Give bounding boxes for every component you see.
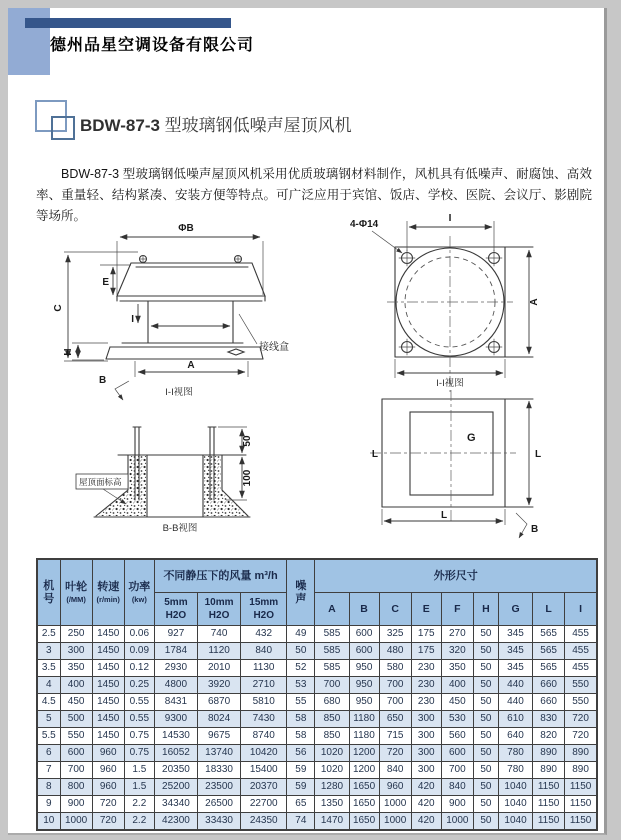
- table-cell: 4: [37, 677, 60, 694]
- table-cell: 20350: [154, 762, 197, 779]
- table-cell: 1000: [379, 796, 411, 813]
- table-cell: 4800: [154, 677, 197, 694]
- table-cell: 6870: [198, 694, 241, 711]
- table-cell: 960: [92, 762, 124, 779]
- dim-label-g: G: [467, 432, 476, 444]
- table-cell: 50: [473, 694, 498, 711]
- table-cell: 26500: [198, 796, 241, 813]
- table-cell: 850: [315, 711, 349, 728]
- table-cell: 550: [60, 728, 92, 745]
- table-cell: 2.5: [37, 626, 60, 643]
- table-cell: 780: [498, 762, 532, 779]
- table-cell: 59: [287, 762, 315, 779]
- product-description: BDW-87-3 型玻璃钢低噪声屋顶风机采用优质玻璃钢材料制作，风机具有低噪声、耐腐蚀、高效率、重量轻、结构紧凑、安装方便等特点。可广泛应用于宾馆、饭店、学校、医院、会议厅、影剧院等场所。: [36, 166, 592, 223]
- table-row: [37, 813, 597, 831]
- table-cell: 1450: [92, 711, 124, 728]
- table-cell: 720: [565, 728, 597, 745]
- table-cell: 8024: [198, 711, 241, 728]
- table-cell: 350: [441, 660, 473, 677]
- table-cell: 890: [533, 745, 565, 762]
- table-cell: 420: [411, 779, 441, 796]
- table-cell: 5: [37, 711, 60, 728]
- table-row: [37, 694, 597, 711]
- dim-label-e: E: [102, 277, 109, 288]
- table-cell: 1784: [154, 643, 197, 660]
- table-cell: 455: [565, 643, 597, 660]
- table-cell: 230: [411, 677, 441, 694]
- section-label-b-plan: B: [531, 524, 539, 535]
- col-header-dim-f: F: [441, 593, 473, 626]
- table-cell: 300: [411, 745, 441, 762]
- table-cell: 34340: [154, 796, 197, 813]
- table-cell: 700: [315, 677, 349, 694]
- table-cell: 1150: [565, 779, 597, 796]
- table-cell: 58: [287, 728, 315, 745]
- table-cell: 18330: [198, 762, 241, 779]
- table-cell: 56: [287, 745, 315, 762]
- table-cell: 1450: [92, 694, 124, 711]
- table-cell: 0.06: [124, 626, 154, 643]
- dim-label-h: H: [63, 348, 74, 356]
- table-cell: 650: [379, 711, 411, 728]
- table-cell: 1.5: [124, 762, 154, 779]
- table-cell: 720: [565, 711, 597, 728]
- table-cell: 230: [411, 694, 441, 711]
- table-cell: 450: [60, 694, 92, 711]
- dim-label-a: A: [187, 360, 195, 371]
- table-cell: 50: [473, 779, 498, 796]
- table-cell: 20370: [241, 779, 287, 796]
- table-cell: 720: [92, 796, 124, 813]
- table-cell: 50: [473, 728, 498, 745]
- mount-view-caption: B-B视图: [162, 523, 198, 534]
- table-cell: 780: [498, 745, 532, 762]
- table-cell: 50: [473, 660, 498, 677]
- side-view-caption: I-I视图: [165, 387, 193, 398]
- col-header-power: 功率 (kw): [124, 559, 154, 626]
- table-cell: 2.2: [124, 796, 154, 813]
- table-row: [37, 626, 597, 643]
- col-header-dim-g: G: [498, 593, 532, 626]
- table-cell: 1040: [498, 779, 532, 796]
- table-cell: 1180: [349, 728, 379, 745]
- dim-label-l-bottom: L: [440, 510, 448, 521]
- table-cell: 720: [379, 745, 411, 762]
- table-cell: 840: [241, 643, 287, 660]
- page-title: [80, 111, 352, 136]
- table-cell: 50: [473, 796, 498, 813]
- table-cell: 960: [379, 779, 411, 796]
- col-header-machine-no: 机 号: [37, 559, 60, 626]
- table-cell: 900: [60, 796, 92, 813]
- table-cell: 5810: [241, 694, 287, 711]
- table-cell: 74: [287, 813, 315, 831]
- roof-level-label: 屋顶面标高: [79, 477, 122, 487]
- table-cell: 50: [473, 745, 498, 762]
- table-row: [37, 796, 597, 813]
- product-model: BDW-87-3: [80, 116, 160, 135]
- table-cell: 350: [60, 660, 92, 677]
- table-cell: 55: [287, 694, 315, 711]
- table-cell: 4.5: [37, 694, 60, 711]
- table-cell: 400: [441, 677, 473, 694]
- table-cell: 50: [473, 813, 498, 831]
- table-cell: 550: [565, 677, 597, 694]
- table-cell: 59: [287, 779, 315, 796]
- table-cell: 400: [60, 677, 92, 694]
- document-page: [8, 8, 607, 835]
- col-header-dim-l: L: [533, 593, 565, 626]
- table-cell: 1150: [533, 779, 565, 796]
- table-cell: 1650: [349, 796, 379, 813]
- plan-view-drawing: [370, 390, 541, 538]
- table-cell: 10420: [241, 745, 287, 762]
- table-cell: 420: [411, 796, 441, 813]
- table-cell: 1180: [349, 711, 379, 728]
- table-cell: 42300: [154, 813, 197, 831]
- table-cell: 530: [441, 711, 473, 728]
- table-cell: 7: [37, 762, 60, 779]
- table-cell: 550: [565, 694, 597, 711]
- company-name: 德州品星空调设备有限公司: [50, 37, 255, 54]
- dim-label-l-left: L: [371, 449, 378, 460]
- col-header-airflow-15mm: 15mm H2O: [241, 593, 287, 626]
- col-header-airflow-group: 不同静压下的风量 m³/h: [154, 559, 286, 593]
- table-cell: 890: [565, 762, 597, 779]
- side-view-drawing: [53, 223, 289, 400]
- table-cell: 0.55: [124, 711, 154, 728]
- table-cell: 2710: [241, 677, 287, 694]
- dim-label-100: 100: [242, 469, 253, 487]
- table-cell: 420: [411, 813, 441, 831]
- table-row: [37, 745, 597, 762]
- table-cell: 50: [473, 626, 498, 643]
- table-cell: 1200: [349, 745, 379, 762]
- table-cell: 585: [315, 626, 349, 643]
- col-header-airflow-5mm: 5mm H2O: [154, 593, 197, 626]
- table-cell: 6: [37, 745, 60, 762]
- table-cell: 660: [533, 677, 565, 694]
- table-cell: 890: [565, 745, 597, 762]
- table-cell: 740: [198, 626, 241, 643]
- table-cell: 24350: [241, 813, 287, 831]
- junction-box-label: 接线盒: [259, 342, 289, 353]
- table-cell: 1150: [533, 813, 565, 831]
- table-cell: 175: [411, 643, 441, 660]
- table-cell: 700: [379, 694, 411, 711]
- table-cell: 2930: [154, 660, 197, 677]
- table-cell: 927: [154, 626, 197, 643]
- table-row: [37, 762, 597, 779]
- col-header-dim-a: A: [315, 593, 349, 626]
- table-cell: 49: [287, 626, 315, 643]
- table-cell: 560: [441, 728, 473, 745]
- table-cell: 8431: [154, 694, 197, 711]
- section-label-b: B: [99, 375, 107, 386]
- table-cell: 1.5: [124, 779, 154, 796]
- table-cell: 1450: [92, 660, 124, 677]
- table-cell: 8740: [241, 728, 287, 745]
- table-row: [37, 660, 597, 677]
- table-cell: 175: [411, 626, 441, 643]
- table-cell: 600: [349, 643, 379, 660]
- table-cell: 230: [411, 660, 441, 677]
- table-cell: 13740: [198, 745, 241, 762]
- table-cell: 450: [441, 694, 473, 711]
- col-header-dim-e: E: [411, 593, 441, 626]
- table-cell: 1450: [92, 677, 124, 694]
- table-cell: 1450: [92, 626, 124, 643]
- table-cell: 960: [92, 779, 124, 796]
- table-cell: 850: [315, 728, 349, 745]
- table-cell: 8: [37, 779, 60, 796]
- table-cell: 0.75: [124, 745, 154, 762]
- col-header-dims-group: 外形尺寸: [315, 559, 597, 593]
- table-cell: 1000: [441, 813, 473, 831]
- table-cell: 950: [349, 660, 379, 677]
- table-cell: 1120: [198, 643, 241, 660]
- table-cell: 25200: [154, 779, 197, 796]
- table-cell: 1470: [315, 813, 349, 831]
- table-cell: 3.5: [37, 660, 60, 677]
- table-cell: 2.2: [124, 813, 154, 831]
- table-cell: 1000: [60, 813, 92, 831]
- table-cell: 565: [533, 626, 565, 643]
- table-cell: 565: [533, 660, 565, 677]
- table-row: [37, 643, 597, 660]
- col-header-impeller: 叶轮 (/MM): [60, 559, 92, 626]
- table-cell: 440: [498, 694, 532, 711]
- table-cell: 455: [565, 660, 597, 677]
- table-cell: 1280: [315, 779, 349, 796]
- technical-drawing: [40, 205, 600, 550]
- table-cell: 640: [498, 728, 532, 745]
- table-cell: 600: [60, 745, 92, 762]
- table-cell: 22700: [241, 796, 287, 813]
- header-accent-bar: [25, 18, 231, 28]
- table-cell: 1130: [241, 660, 287, 677]
- table-cell: 50: [473, 711, 498, 728]
- table-cell: 600: [441, 745, 473, 762]
- table-cell: 16052: [154, 745, 197, 762]
- table-cell: 0.75: [124, 728, 154, 745]
- table-cell: 1040: [498, 796, 532, 813]
- table-cell: 50: [473, 762, 498, 779]
- table-cell: 700: [441, 762, 473, 779]
- dim-label-phi-b: ΦB: [178, 223, 194, 234]
- table-cell: 9: [37, 796, 60, 813]
- table-cell: 300: [411, 711, 441, 728]
- table-cell: 840: [441, 779, 473, 796]
- table-row: [37, 728, 597, 745]
- table-cell: 1000: [379, 813, 411, 831]
- table-cell: 500: [60, 711, 92, 728]
- table-cell: 300: [411, 728, 441, 745]
- col-header-dim-i: I: [565, 593, 597, 626]
- table-cell: 0.55: [124, 694, 154, 711]
- table-cell: 300: [60, 643, 92, 660]
- dim-label-i-flange: I: [448, 213, 452, 224]
- table-cell: 58: [287, 711, 315, 728]
- table-cell: 1150: [565, 813, 597, 831]
- spec-table-body: [37, 626, 597, 831]
- dim-label-a-flange: A: [529, 298, 540, 306]
- table-cell: 680: [315, 694, 349, 711]
- table-cell: 800: [60, 779, 92, 796]
- table-cell: 1450: [92, 728, 124, 745]
- col-header-dim-h: H: [473, 593, 498, 626]
- table-cell: 715: [379, 728, 411, 745]
- table-cell: 960: [92, 745, 124, 762]
- flange-view-caption: I-I视图: [436, 378, 464, 389]
- table-cell: 345: [498, 643, 532, 660]
- table-cell: 1650: [349, 813, 379, 831]
- table-cell: 0.12: [124, 660, 154, 677]
- table-cell: 1350: [315, 796, 349, 813]
- table-cell: 950: [349, 677, 379, 694]
- table-cell: 610: [498, 711, 532, 728]
- table-cell: 0.25: [124, 677, 154, 694]
- table-cell: 270: [441, 626, 473, 643]
- table-cell: 53: [287, 677, 315, 694]
- table-cell: 3: [37, 643, 60, 660]
- table-cell: 345: [498, 660, 532, 677]
- table-cell: 1020: [315, 745, 349, 762]
- table-cell: 320: [441, 643, 473, 660]
- table-cell: 900: [441, 796, 473, 813]
- table-cell: 1150: [565, 796, 597, 813]
- table-cell: 33430: [198, 813, 241, 831]
- col-header-speed: 转速 (r/min): [92, 559, 124, 626]
- dim-label-c: C: [53, 304, 64, 312]
- table-cell: 0.09: [124, 643, 154, 660]
- dim-label-50: 50: [242, 435, 253, 447]
- table-cell: 440: [498, 677, 532, 694]
- table-cell: 840: [379, 762, 411, 779]
- table-cell: 1150: [533, 796, 565, 813]
- holes-spec-label: 4-Φ14: [350, 219, 379, 230]
- table-cell: 585: [315, 643, 349, 660]
- table-cell: 10: [37, 813, 60, 831]
- table-cell: 660: [533, 694, 565, 711]
- table-cell: 1040: [498, 813, 532, 831]
- table-cell: 830: [533, 711, 565, 728]
- table-cell: 5.5: [37, 728, 60, 745]
- table-cell: 600: [349, 626, 379, 643]
- table-cell: 820: [533, 728, 565, 745]
- table-cell: 15400: [241, 762, 287, 779]
- spec-table: [36, 558, 598, 831]
- table-cell: 950: [349, 694, 379, 711]
- table-cell: 9300: [154, 711, 197, 728]
- table-cell: 345: [498, 626, 532, 643]
- dim-label-l-right: L: [535, 449, 542, 460]
- table-cell: 432: [241, 626, 287, 643]
- table-cell: 480: [379, 643, 411, 660]
- col-header-dim-b: B: [349, 593, 379, 626]
- table-cell: 585: [315, 660, 349, 677]
- col-header-dim-c: C: [379, 593, 411, 626]
- table-cell: 7430: [241, 711, 287, 728]
- table-cell: 9675: [198, 728, 241, 745]
- col-header-airflow-10mm: 10mm H2O: [198, 593, 241, 626]
- table-cell: 2010: [198, 660, 241, 677]
- table-row: [37, 677, 597, 694]
- table-cell: 3920: [198, 677, 241, 694]
- table-cell: 50: [473, 643, 498, 660]
- table-cell: 14530: [154, 728, 197, 745]
- table-cell: 1650: [349, 779, 379, 796]
- table-cell: 890: [533, 762, 565, 779]
- table-cell: 250: [60, 626, 92, 643]
- table-cell: 65: [287, 796, 315, 813]
- table-row: [37, 711, 597, 728]
- table-cell: 580: [379, 660, 411, 677]
- table-cell: 23500: [198, 779, 241, 796]
- table-row: [37, 779, 597, 796]
- table-cell: 1020: [315, 762, 349, 779]
- table-cell: 52: [287, 660, 315, 677]
- table-cell: 720: [92, 813, 124, 831]
- table-cell: 325: [379, 626, 411, 643]
- table-cell: 50: [473, 677, 498, 694]
- col-header-noise: 噪 声: [287, 559, 315, 626]
- table-cell: 50: [287, 643, 315, 660]
- table-cell: 700: [379, 677, 411, 694]
- table-cell: 565: [533, 643, 565, 660]
- table-cell: 455: [565, 626, 597, 643]
- title-decor-square-small-icon: [51, 116, 75, 140]
- table-cell: 300: [411, 762, 441, 779]
- table-cell: 1200: [349, 762, 379, 779]
- mount-section-drawing: [76, 427, 253, 534]
- table-cell: 700: [60, 762, 92, 779]
- dim-label-i: I: [131, 314, 134, 325]
- product-name: 型玻璃钢低噪声屋顶风机: [159, 116, 352, 135]
- flange-view-drawing: [350, 213, 540, 392]
- table-cell: 1450: [92, 643, 124, 660]
